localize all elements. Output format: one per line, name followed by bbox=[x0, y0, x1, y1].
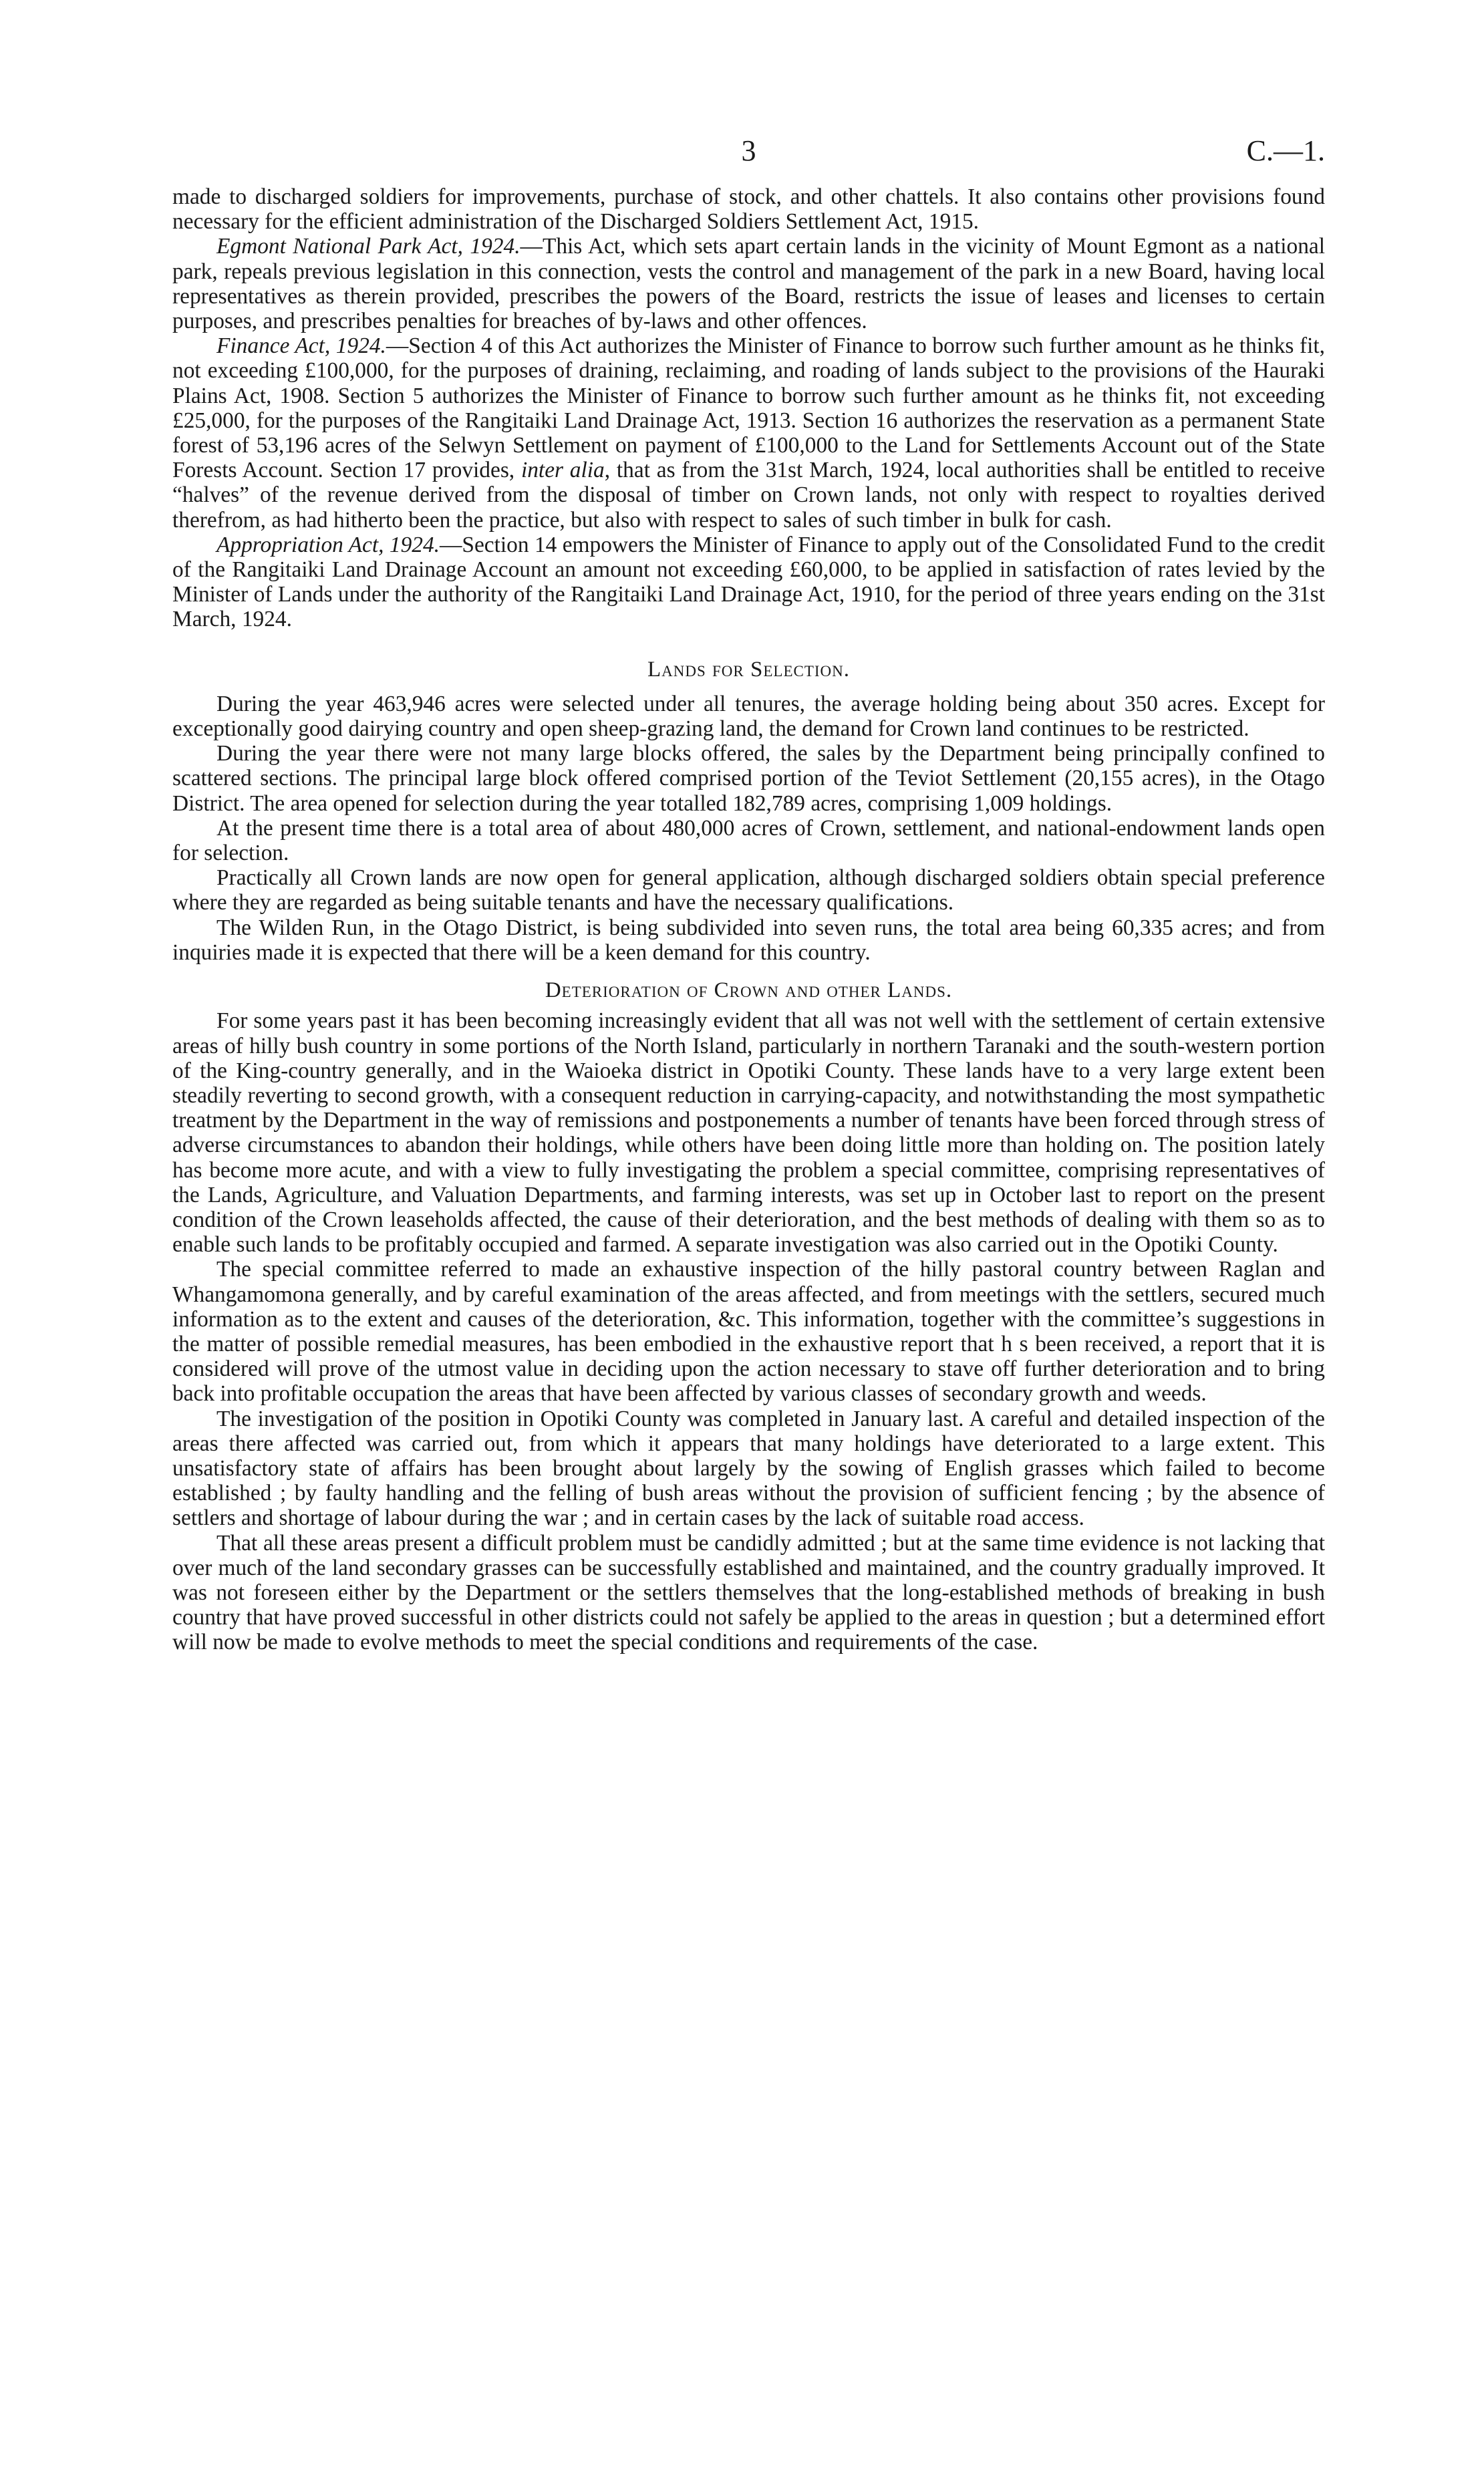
intro-paragraph: made to discharged soldiers for improvements, purchase of stock, and other chattels. It also contains other provisions found necessary for the efficient administration of the Discharged Soldiers Settlement Act, 1915. bbox=[172, 184, 1325, 235]
act-paragraph-appropriation bbox=[172, 533, 1325, 632]
page-number: 3 bbox=[741, 134, 756, 167]
act-text-appropriation: —Section 14 empowers the Minister of Finance to apply out of the Consolidated Fund to the credit of the Rangitaiki Land Drainage Account an amount not exceeding £60,000, to be applied in satisfaction of rates levied by the Minister of Lands under the authority of the Rangitaiki Land Drainage Act, 1910, for the period of three years ending on the 31st March, 1924. bbox=[172, 532, 1325, 632]
body-text bbox=[172, 184, 1325, 1655]
lands-paragraph: During the year there were not many large blocks offered, the sales by the Department being principally confined to scattered sections. The principal large block offered comprised portion of the Teviot Settlement (20,155 acres), in the Otago District. The area opened for selection during the year totalled 182,789 acres, comprising 1,009 holdings. bbox=[172, 741, 1325, 816]
act-paragraph-finance bbox=[172, 333, 1325, 533]
document-page bbox=[172, 134, 1325, 1655]
act-title-appropriation: Appropriation Act, 1924. bbox=[216, 532, 440, 557]
inter-alia-text: inter alia bbox=[521, 458, 605, 483]
act-title-egmont: Egmont National Park Act, 1924. bbox=[216, 234, 521, 259]
deterioration-paragraph: That all these areas present a difficult problem must be candidly admitted ; but at the same time evidence is not lacking that over much of the land secondary grasses can be successfully established and maintained, and the country gradually improved. It was not foreseen either by the Department or the settlers themselves that the long-established methods of breaking in bush country that have proved successful in other districts could not safely be applied to the areas in question ; but a determined effort will now be made to evolve methods to meet the special conditions and requirements of the case. bbox=[172, 1530, 1325, 1655]
page-header bbox=[172, 134, 1325, 184]
deterioration-paragraph: The investigation of the position in Opotiki County was completed in January last. A careful and detailed inspection of the areas there affected was carried out, from which it appears that many holdings have deteriorated to a large extent. This unsatisfactory state of affairs has been brought about largely by the sowing of English grasses which failed to become established ; by faulty handling and the felling of bush areas without the provision of sufficient fencing ; by the absence of settlers and shortage of labour during the war ; and in certain cases by the lack of suitable road access. bbox=[172, 1406, 1325, 1531]
act-title-finance: Finance Act, 1924. bbox=[216, 333, 386, 359]
deterioration-paragraph: The special committee referred to made an exhaustive inspection of the hilly pastoral country between Raglan and Whangamomona generally, and by careful examination of the areas affected, and from meetings with the settlers, secured much information as to the extent and causes of the deterioration, &c. This information, together with the committee’s suggestions in the matter of possible remedial measures, has been embodied in the exhaustive report that h s been received, a report that it is considered will prove of the utmost value in deciding upon the action necessary to stave off further deterioration and to bring back into profitable occupation the areas that have been affected by various classes of secondary growth and weeds. bbox=[172, 1257, 1325, 1407]
act-paragraph-egmont bbox=[172, 234, 1325, 333]
lands-paragraph: Practically all Crown lands are now open for general application, although discharged soldiers obtain special preference where they are regarded as being suitable tenants and have the necessary qualifications. bbox=[172, 865, 1325, 915]
section-heading-deterioration: Deterioration of Crown and other Lands. bbox=[545, 978, 953, 1003]
act-text-finance-part1: —Section 4 of this Act authorizes the Minister of Finance to borrow such further amount as he thinks fit, not exceeding £100,000, for the purposes of draining, reclaiming, and roading of lands subject to the provisions of the Hauraki Plains Act, 1908. Section 5 authorizes the Minister of Finance to borrow such further amount as he thinks fit, not exceeding £25,000, for the purposes of the Rangitaiki Land Drainage Act, 1913. Section 16 authorizes the reservation as a permanent State forest of 53,196 acres of the Selwyn Settlement on payment of £100,000 to the Land for Settlements Account out of the State Forests Account. Section 17 provides, bbox=[172, 333, 1326, 483]
act-text-finance-part2: , that as from the 31st March, 1924, local authorities shall be entitled to receive “halves” of the revenue derived from the disposal of timber on Crown lands, not only with respect to royalties derived therefrom, as had hitherto been the practice, but also with respect to sales of such timber in bulk for cash. bbox=[172, 458, 1326, 533]
lands-paragraph: The Wilden Run, in the Otago District, is being subdivided into seven runs, the total area being 60,335 acres; and from inquiries made it is expected that there will be a keen demand for this country. bbox=[172, 915, 1325, 965]
section-heading-lands-for-selection: Lands for Selection. bbox=[647, 657, 851, 682]
lands-paragraph: At the present time there is a total area of about 480,000 acres of Crown, settlement, and national-endowment lands open for selection. bbox=[172, 815, 1325, 866]
lands-paragraph: During the year 463,946 acres were selected under all tenures, the average holding being about 350 acres. Except for exceptionally good dairying country and open sheep-grazing land, the demand for Crown land continues to be restricted. bbox=[172, 691, 1325, 742]
deterioration-paragraph: For some years past it has been becoming increasingly evident that all was not well with the settlement of certain extensive areas of hilly bush country in some portions of the North Island, particularly in northern Taranaki and the south-western portion of the King-country generally, and in the Waioeka district in Opotiki County. These lands have to a very large extent been steadily reverting to second growth, with a consequent reduction in carrying-capacity, and notwithstanding the most sympathetic treatment by the Department in the way of remissions and postponements a number of tenants have been forced through stress of adverse circumstances to abandon their holdings, while others have been doing little more than holding on. The position lately has become more acute, and with a view to fully investigating the problem a special committee, comprising representatives of the Lands, Agriculture, and Valuation Departments, and farming interests, was set up in October last to report on the present condition of the Crown leaseholds affected, the cause of their deterioration, and the best methods of dealing with them so as to enable such lands to be profitably occupied and farmed. A separate investigation was also carried out in the Opotiki County. bbox=[172, 1008, 1325, 1258]
act-text-egmont: —This Act, which sets apart certain lands in the vicinity of Mount Egmont as a national park, repeals previous legislation in this connection, vests the control and management of the park in a new Board, having local representatives as therein provided, prescribes the powers of the Board, restricts the issue of leases and licenses to certain purposes, and prescribes penalties for breaches of by-laws and other offences. bbox=[172, 234, 1325, 334]
report-reference: C.—1. bbox=[1246, 134, 1325, 167]
